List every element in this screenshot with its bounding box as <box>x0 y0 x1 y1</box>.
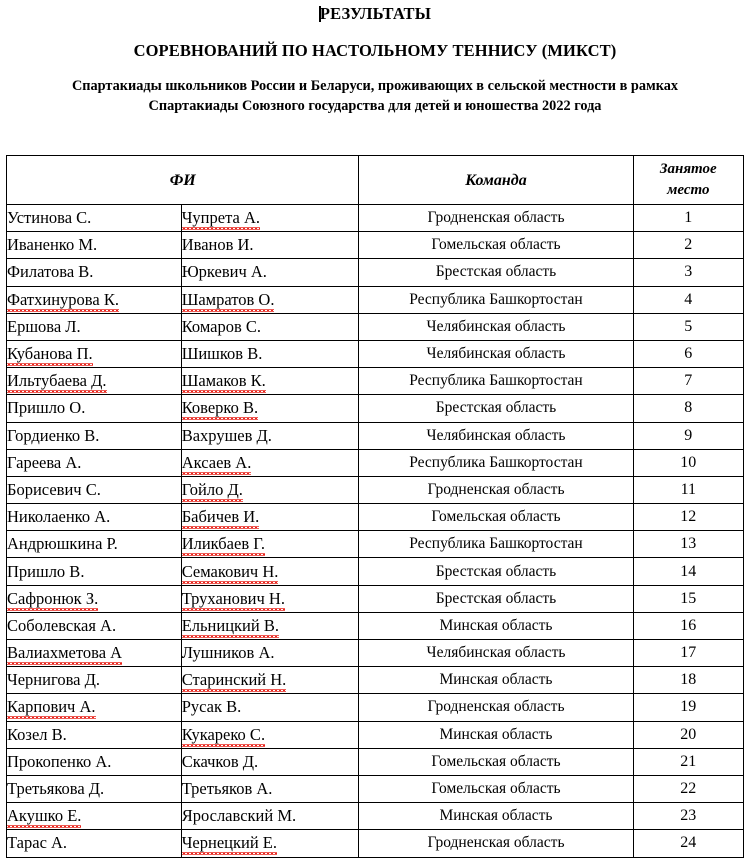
cell-name-second <box>181 667 359 694</box>
name-text: Пришло В. <box>7 561 85 581</box>
name-text: Третьякова Д. <box>7 779 105 799</box>
cell-name-second <box>181 558 359 585</box>
cell-name-first <box>7 368 182 395</box>
cell-name-first <box>7 803 182 830</box>
misspelled-text: Чернецкий Е. <box>181 833 277 853</box>
column-header-place <box>633 156 743 205</box>
cell-name-first <box>7 232 182 259</box>
cell-team: Брестская область <box>359 558 633 585</box>
cell-place: 7 <box>633 368 743 395</box>
name-text: Николаенко А. <box>7 507 111 527</box>
name-text: Комаров С. <box>181 316 262 336</box>
table-row <box>7 694 744 721</box>
cell-name-second <box>181 395 359 422</box>
cell-name-first <box>7 585 182 612</box>
cell-team: Гомельская область <box>359 504 633 531</box>
cell-name-second <box>181 640 359 667</box>
cell-place: 11 <box>633 476 743 503</box>
cell-name-second <box>181 286 359 313</box>
cell-name-first <box>7 504 182 531</box>
table-row <box>7 259 744 286</box>
table-row <box>7 313 744 340</box>
cell-name-second <box>181 476 359 503</box>
table-row <box>7 286 744 313</box>
cell-place: 14 <box>633 558 743 585</box>
table-row <box>7 476 744 503</box>
name-text: Пришло О. <box>7 398 86 418</box>
table-row <box>7 640 744 667</box>
name-text: Борисевич С. <box>7 479 101 499</box>
name-text: Козел В. <box>7 724 67 744</box>
table-row <box>7 612 744 639</box>
cell-name-first <box>7 721 182 748</box>
results-table <box>6 155 744 858</box>
cell-name-first <box>7 449 182 476</box>
cell-team: Республика Башкортостан <box>359 531 633 558</box>
cell-team: Гродненская область <box>359 205 633 232</box>
cell-team: Гомельская область <box>359 775 633 802</box>
name-text: Русак В. <box>181 697 242 717</box>
cell-name-second <box>181 313 359 340</box>
cell-team: Челябинская область <box>359 340 633 367</box>
cell-team: Гродненская область <box>359 476 633 503</box>
table-row <box>7 775 744 802</box>
cell-place: 1 <box>633 205 743 232</box>
cell-place: 20 <box>633 721 743 748</box>
cell-name-first <box>7 694 182 721</box>
cell-name-first <box>7 395 182 422</box>
table-row <box>7 232 744 259</box>
column-header-names: ФИ <box>7 156 359 205</box>
misspelled-text: Аксаев А. <box>181 452 252 472</box>
misspelled-text: Ильтубаева Д. <box>7 371 107 391</box>
cell-name-first <box>7 748 182 775</box>
cell-name-second <box>181 422 359 449</box>
cell-place: 23 <box>633 803 743 830</box>
name-text: Ярославский М. <box>181 806 297 826</box>
table-row <box>7 531 744 558</box>
results-table-container <box>6 155 744 858</box>
cell-place: 5 <box>633 313 743 340</box>
misspelled-text: Фатхинурова К. <box>7 289 119 309</box>
page-subtitle-heading: СОРЕВНОВАНИЙ ПО НАСТОЛЬНОМУ ТЕННИСУ (МИКСТ) <box>133 41 617 60</box>
cell-team: Челябинская область <box>359 422 633 449</box>
cell-place: 17 <box>633 640 743 667</box>
name-text: Соболевская А. <box>7 615 117 635</box>
cell-name-first <box>7 667 182 694</box>
cell-place: 18 <box>633 667 743 694</box>
misspelled-text: Коверко В. <box>181 398 259 418</box>
name-text: Тарас А. <box>7 833 68 853</box>
cell-name-second <box>181 504 359 531</box>
cell-place: 16 <box>633 612 743 639</box>
name-text: Вахрушев Д. <box>181 425 272 445</box>
cell-team: Минская область <box>359 803 633 830</box>
cell-name-second <box>181 205 359 232</box>
table-row <box>7 340 744 367</box>
misspelled-text: Шамаков К. <box>181 371 266 391</box>
cell-name-first <box>7 286 182 313</box>
misspelled-text: Акушко Е. <box>7 806 82 826</box>
cell-place: 12 <box>633 504 743 531</box>
cell-place: 22 <box>633 775 743 802</box>
table-row <box>7 558 744 585</box>
column-header-place-line1: Занятое <box>659 161 717 177</box>
cell-place: 6 <box>633 340 743 367</box>
misspelled-text: Валиахметова А <box>7 643 123 663</box>
cell-team: Минская область <box>359 667 633 694</box>
table-row <box>7 667 744 694</box>
cell-place: 21 <box>633 748 743 775</box>
cell-team: Гродненская область <box>359 830 633 857</box>
misspelled-text: Гойло Д. <box>181 479 243 499</box>
name-text: Прокопенко А. <box>7 751 112 771</box>
event-description: Спартакиады школьников России и Беларуси, проживающих в сельской местности в рамках Спартакиады Союзного государства для детей и юношества 2022 года <box>71 78 679 114</box>
cell-name-first <box>7 340 182 367</box>
cell-name-second <box>181 775 359 802</box>
cell-name-second <box>181 232 359 259</box>
misspelled-text: Труханович Н. <box>181 588 285 608</box>
name-text: Шишков В. <box>181 344 263 364</box>
cell-team: Брестская область <box>359 259 633 286</box>
table-row <box>7 830 744 857</box>
column-header-place-line2: место <box>667 182 710 198</box>
cell-name-first <box>7 476 182 503</box>
name-text: Юркевич А. <box>181 262 267 282</box>
cell-team: Минская область <box>359 612 633 639</box>
cell-name-first <box>7 830 182 857</box>
name-text: Иваненко М. <box>7 235 98 255</box>
cell-team: Республика Башкортостан <box>359 449 633 476</box>
misspelled-text: Старинский Н. <box>181 670 287 690</box>
cell-place: 19 <box>633 694 743 721</box>
cell-team: Брестская область <box>359 395 633 422</box>
misspelled-text: Бабичев И. <box>181 507 260 527</box>
cell-name-first <box>7 313 182 340</box>
table-row <box>7 585 744 612</box>
misspelled-text: Сафронюк З. <box>7 588 99 608</box>
cell-name-second <box>181 449 359 476</box>
misspelled-text: Семакович Н. <box>181 561 279 581</box>
misspelled-text: Кубанова П. <box>7 344 93 364</box>
table-row <box>7 721 744 748</box>
cell-place: 8 <box>633 395 743 422</box>
table-row <box>7 748 744 775</box>
name-text: Скачков Д. <box>181 751 259 771</box>
table-row <box>7 449 744 476</box>
table-row <box>7 803 744 830</box>
cell-name-first <box>7 640 182 667</box>
cell-place: 9 <box>633 422 743 449</box>
cell-name-second <box>181 721 359 748</box>
page-title <box>319 3 431 24</box>
cell-name-first <box>7 422 182 449</box>
name-text: Третьяков А. <box>181 779 273 799</box>
cell-name-first <box>7 775 182 802</box>
table-row <box>7 368 744 395</box>
name-text: Лушников А. <box>181 643 275 663</box>
name-text: Чернигова Д. <box>7 670 100 690</box>
cell-team: Брестская область <box>359 585 633 612</box>
name-text: Филатова В. <box>7 262 94 282</box>
misspelled-text: Шамратов О. <box>181 289 275 309</box>
cell-name-second <box>181 368 359 395</box>
cell-team: Минская область <box>359 721 633 748</box>
name-text: Ершова Л. <box>7 316 81 336</box>
cell-name-second <box>181 694 359 721</box>
cell-team: Гродненская область <box>359 694 633 721</box>
cell-name-second <box>181 748 359 775</box>
misspelled-text: Ельницкий В. <box>181 615 279 635</box>
header-row <box>7 156 744 205</box>
cell-name-second <box>181 803 359 830</box>
name-text: Гареева А. <box>7 452 82 472</box>
cell-name-second <box>181 830 359 857</box>
cell-place: 24 <box>633 830 743 857</box>
misspelled-text: Иликбаев Г. <box>181 534 266 554</box>
cell-team: Челябинская область <box>359 640 633 667</box>
name-text: Иванов И. <box>181 235 254 255</box>
name-text: Гордиенко В. <box>7 425 100 445</box>
cell-place: 13 <box>633 531 743 558</box>
cell-name-second <box>181 612 359 639</box>
table-row <box>7 504 744 531</box>
cell-name-first <box>7 612 182 639</box>
cell-team: Гомельская область <box>359 232 633 259</box>
table-row <box>7 422 744 449</box>
cell-name-second <box>181 585 359 612</box>
table-row <box>7 395 744 422</box>
column-header-team: Команда <box>359 156 633 205</box>
table-header <box>7 156 744 205</box>
name-text: Устинова С. <box>7 208 92 228</box>
cell-team: Гомельская область <box>359 748 633 775</box>
misspelled-text: Карпович А. <box>7 697 96 717</box>
cell-team: Челябинская область <box>359 313 633 340</box>
cell-name-second <box>181 340 359 367</box>
cell-name-first <box>7 205 182 232</box>
cell-name-second <box>181 259 359 286</box>
cell-team: Республика Башкортостан <box>359 368 633 395</box>
cell-name-first <box>7 259 182 286</box>
cell-team: Республика Башкортостан <box>359 286 633 313</box>
cell-place: 3 <box>633 259 743 286</box>
cell-name-second <box>181 531 359 558</box>
table-row <box>7 205 744 232</box>
misspelled-text: Чупрета А. <box>181 208 260 228</box>
document-heading <box>0 0 750 116</box>
table-body <box>7 205 744 858</box>
name-text: Андрюшкина Р. <box>7 534 118 554</box>
cell-name-first <box>7 531 182 558</box>
page-title-text: РЕЗУЛЬТАТЫ <box>319 4 432 23</box>
misspelled-text: Кукареко С. <box>181 724 266 744</box>
cell-place: 15 <box>633 585 743 612</box>
cell-name-first <box>7 558 182 585</box>
cell-place: 4 <box>633 286 743 313</box>
cell-place: 10 <box>633 449 743 476</box>
cell-place: 2 <box>633 232 743 259</box>
